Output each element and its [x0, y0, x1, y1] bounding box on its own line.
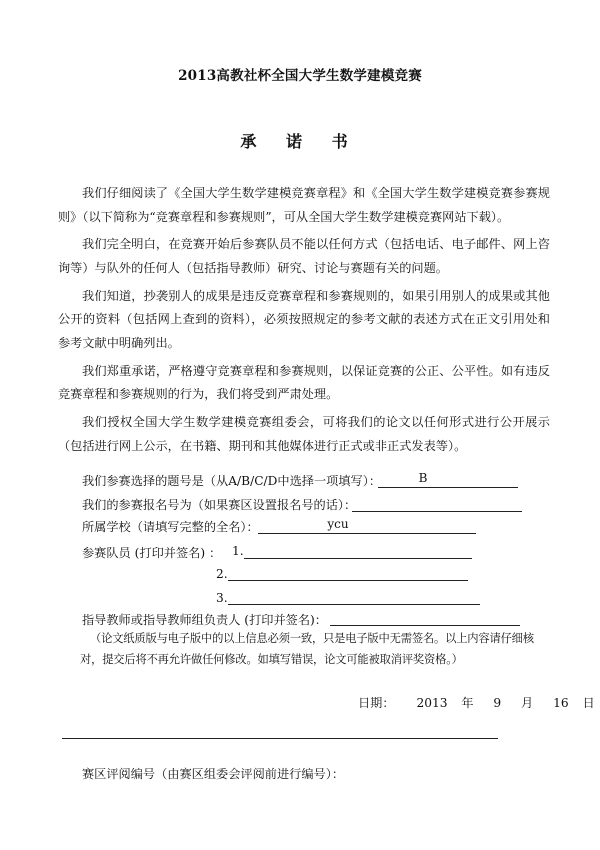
- commitment-body: [58, 182, 550, 462]
- form-note: （论文纸质版与电子版中的以上信息必须一致，只是电子版中无需签名。以上内容请仔细核对，提交后将不再允许做任何修改。如填写错误，论文可能被取消评奖资格。）: [80, 632, 534, 666]
- document-title: 2013高教社杯全国大学生数学建模竞赛: [178, 68, 422, 84]
- team-members-label: 参赛队员 (打印并签名) ：: [82, 546, 222, 560]
- date-year-unit: 年: [461, 696, 474, 710]
- paragraph-authorization: 我们授权全国大学生数学建模竞赛组委会，可将我们的论文以任何形式进行公开展示（包括进行网上公示，在书籍、期刊和其他媒体进行正式或非正式发表等）。: [58, 415, 550, 453]
- school-name-field[interactable]: [258, 533, 476, 534]
- school-name-value: ycu: [327, 517, 349, 531]
- date-year: 2013: [416, 696, 448, 710]
- date-line: [358, 694, 595, 711]
- member-2-signature-field[interactable]: [228, 580, 468, 581]
- paragraph-no-outside-contact: 我们完全明白，在竞赛开始后参赛队员不能以任何方式（包括电话、电子邮件、网上咨询等）与队外的任何人（包括指导教师）研究、讨论与赛题有关的问题。: [58, 237, 550, 275]
- school-label: 所属学校（请填写完整的全名）：: [82, 520, 259, 534]
- registration-number-field[interactable]: [352, 511, 522, 512]
- paragraph-rules-read: 我们仔细阅读了《全国大学生数学建模竞赛章程》和《全国大学生数学建模竞赛参赛规则》（以下简称为“竞赛章程和参赛规则”，可从全国大学生数学建模竞赛网站下载）。: [58, 186, 550, 224]
- problem-number-value: B: [418, 471, 428, 485]
- paragraph-solemn-promise: 我们郑重承诺，严格遵守竞赛章程和参赛规则，以保证竞赛的公正、公平性。如有违反竞赛章程和参赛规则的行为，我们将受到严肃处理。: [58, 363, 550, 402]
- member-3-label: 3.: [216, 591, 228, 605]
- review-number-label: 赛区评阅编号（由赛区组委会评阅前进行编号）：: [82, 767, 345, 781]
- date-day: 16: [553, 696, 569, 710]
- paragraph-plagiarism: 我们知道，抄袭别人的成果是违反竞赛章程和参赛规则的，如果引用别人的成果或其他公开的资料（包括网上查到的资料），必须按照规定的参考文献的表述方式在正文引用处和参考文献中明确列出。: [58, 288, 550, 350]
- advisor-signature-field[interactable]: [330, 625, 520, 626]
- registration-number-label: 我们的参赛报名号为（如果赛区设置报名号的话）：: [82, 498, 357, 512]
- date-label: 日期：: [358, 696, 395, 710]
- document-heading: 承 诺 书: [240, 132, 360, 151]
- member-3-signature-field[interactable]: [228, 604, 480, 605]
- date-month: 9: [493, 696, 502, 710]
- member-1-label: 1.: [232, 544, 244, 558]
- member-1-signature-field[interactable]: [244, 558, 472, 559]
- date-day-unit: 日: [582, 696, 595, 710]
- member-2-label: 2.: [216, 567, 228, 581]
- date-month-unit: 月: [521, 696, 534, 710]
- problem-number-field[interactable]: [378, 487, 518, 488]
- advisor-label: 指导教师或指导教师组负责人 (打印并签名)：: [82, 613, 327, 627]
- problem-number-label: 我们参赛选择的题号是（从A/B/C/D中选择一项填写）：: [82, 474, 382, 488]
- section-divider: [62, 738, 498, 739]
